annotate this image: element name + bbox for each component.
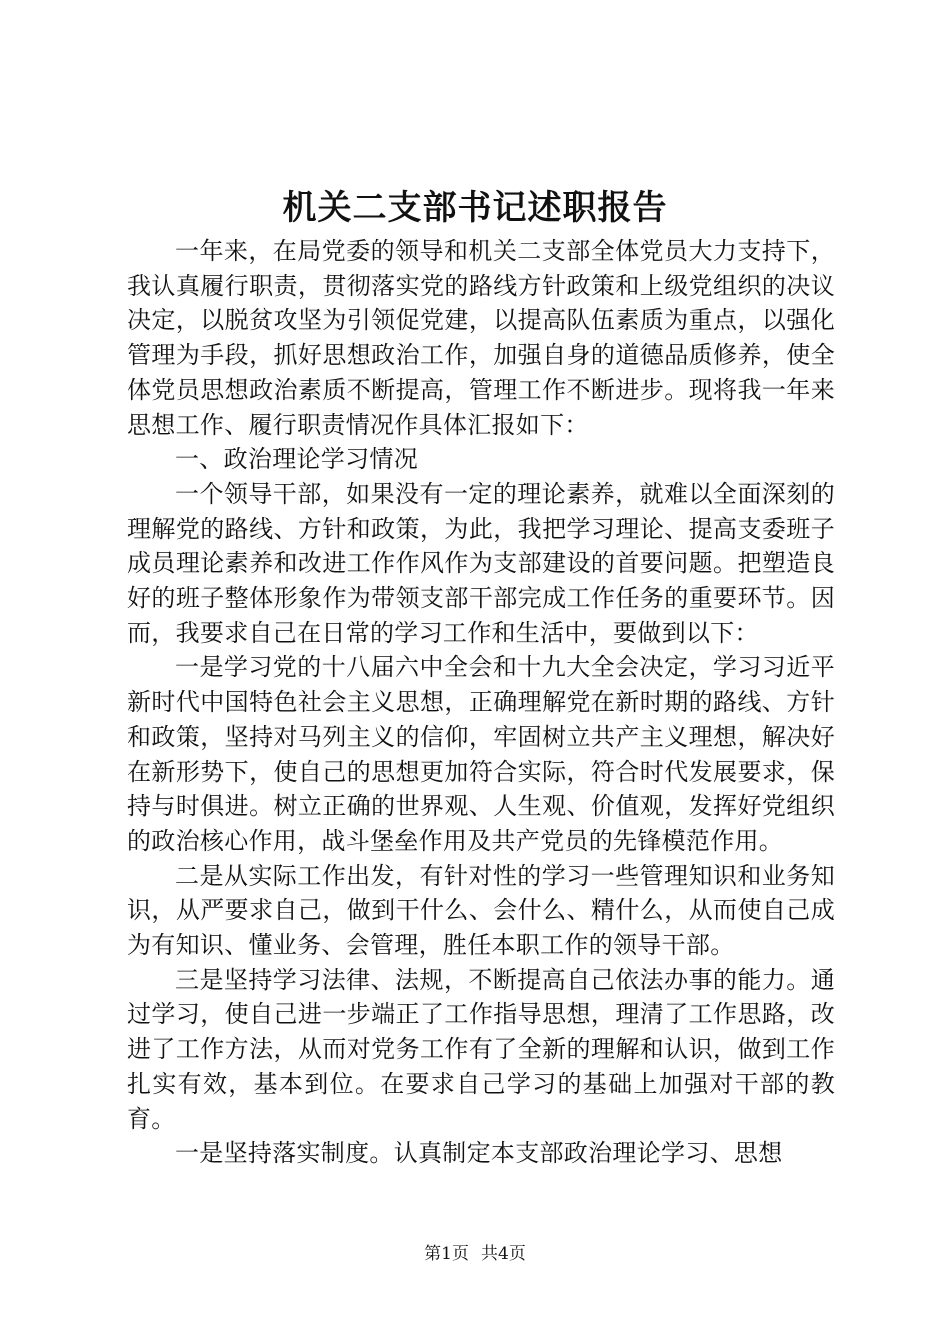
paragraph-point-one: 一是学习党的十八届六中全会和十九大全会决定，学习习近平新时代中国特色社会主义思想，正确理解党在新时期的路线、方针和政策，坚持对马列主义的信仰，牢固树立共产主义理想，解决好在新形势下，使自己的思想更加符合实际，符合时代发展要求，保持与时俱进。树立正确的世界观、人生观、价值观，发挥好党组织的政治核心作用，战斗堡垒作用及共产党员的先锋模范作用。 bbox=[127, 653, 835, 855]
document-body bbox=[127, 234, 835, 1171]
page-total: 共4页 bbox=[481, 1244, 526, 1264]
document-title: 机关二支部书记述职报告 bbox=[282, 188, 668, 228]
paragraph-point-three: 三是坚持学习法律、法规，不断提高自己依法办事的能力。通过学习，使自己进一步端正了工作指导思想，理清了工作思路，改进了工作方法，从而对党务工作有了全新的理解和认识，做到工作扎实有效，基本到位。在要求自己学习的基础上加强对干部的教育。 bbox=[127, 965, 835, 1133]
paragraph-system: 一是坚持落实制度。认真制定本支部政治理论学习、思想 bbox=[175, 1139, 783, 1168]
page-number: 第1页 bbox=[424, 1244, 469, 1264]
paragraph-point-two: 二是从实际工作出发，有针对性的学习一些管理知识和业务知识，从严要求自己，做到干什么、会什么、精什么，从而使自己成为有知识、懂业务、会管理，胜任本职工作的领导干部。 bbox=[127, 861, 835, 960]
paragraph-intro: 一年来，在局党委的领导和机关二支部全体党员大力支持下，我认真履行职责，贯彻落实党的路线方针政策和上级党组织的决议决定，以脱贫攻坚为引领促党建，以提高队伍素质为重点，以强化管理为手段，抓好思想政治工作，加强自身的道德品质修养，使全体党员思想政治素质不断提高，管理工作不断进步。现将我一年来思想工作、履行职责情况作具体汇报如下： bbox=[127, 237, 835, 439]
paragraph-theory: 一个领导干部，如果没有一定的理论素养，就难以全面深刻的理解党的路线、方针和政策，为此，我把学习理论、提高支委班子成员理论素养和改进工作作风作为支部建设的首要问题。把塑造良好的班子整体形象作为带领支部干部完成工作任务的重要环节。因而，我要求自己在日常的学习工作和生活中，要做到以下： bbox=[127, 479, 835, 647]
section-heading-political-study: 一、政治理论学习情况 bbox=[175, 445, 418, 474]
page-footer bbox=[0, 1242, 950, 1266]
